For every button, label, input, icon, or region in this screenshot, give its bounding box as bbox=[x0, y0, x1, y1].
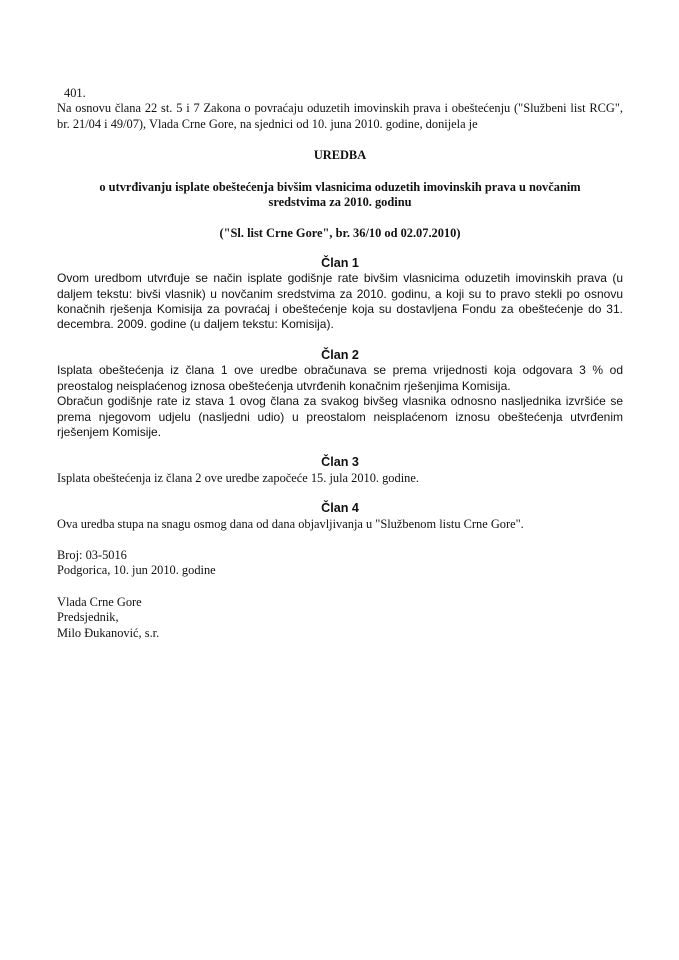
article-heading: Član 1 bbox=[321, 255, 359, 270]
article-paragraph: Ova uredba stupa na snagu osmog dana od dana objavljivanja u "Službenom listu Crne Gore". bbox=[57, 516, 524, 531]
article-heading: Član 3 bbox=[321, 455, 359, 470]
document-subtitle: o utvrđivanju isplate obeštećenja bivšim vlasnicima oduzetih imovinskih prava u novčanim sredstvima za 2010. godinu bbox=[99, 179, 581, 210]
article-paragraph: Isplata obeštećenja iz člana 2 ove uredbe započeće 15. jula 2010. godine. bbox=[57, 470, 419, 485]
signature-name: Milo Đukanović, s.r. bbox=[57, 625, 160, 640]
article-heading: Član 4 bbox=[321, 501, 359, 516]
signature-role: Predsjednik, bbox=[57, 610, 119, 625]
document-title: UREDBA bbox=[313, 148, 367, 163]
signature-body: Vlada Crne Gore bbox=[57, 594, 142, 609]
signature-block bbox=[57, 595, 623, 641]
place-date: Podgorica, 10. jun 2010. godine bbox=[57, 563, 216, 578]
article bbox=[57, 501, 623, 532]
preamble: Na osnovu člana 22 st. 5 i 7 Zakona o povraćaju oduzetih imovinskih prava i obeštećenju ("Službeni list RCG", br. 21/04 i 49/07), Vlada Crne Gore, na sjednici od 10. juna 2010. godine, donijela je bbox=[57, 101, 623, 131]
reference-number: Broj: 03-5016 bbox=[57, 547, 127, 562]
article-paragraph: Ovom uredbom utvrđuje se način isplate godišnje rate bivšim vlasnicima oduzetih imovinskih prava (u daljem tekstu: bivši vlasnik) u novčanim sredstvima za 2010. godinu, a koji su to pravo stekli po osnovu konačnih rješenja Komisija za povraćaj i obeštećenje koja su dostavljena Fondu za obeštećenje do 31. decembra. 2009. godine (u daljem tekstu: Komisija). bbox=[57, 271, 623, 332]
article-paragraph: Isplata obeštećenja iz člana 1 ove uredbe obračunava se prema vrijednosti koja odgovara 3 % od preostalog neisplaćenog iznosa obeštećenja utvrđenih konačnim rješenjima Komisija. bbox=[57, 363, 623, 393]
document-page bbox=[57, 86, 623, 641]
reference-block bbox=[57, 548, 623, 579]
document-number: 401. bbox=[64, 86, 86, 100]
article bbox=[57, 256, 623, 333]
article bbox=[57, 455, 623, 486]
article bbox=[57, 348, 623, 440]
gazette-reference: ("Sl. list Crne Gore", br. 36/10 od 02.07.2010) bbox=[219, 226, 461, 241]
article-heading: Član 2 bbox=[321, 347, 359, 362]
article-paragraph: Obračun godišnje rate iz stava 1 ovog člana za svakog bivšeg vlasnika odnosno nasljednika izvršiće se prema njegovom udjelu (nasljedni udio) u preostalom neisplaćenom iznosu obeštećenja utvrđenim rješenjem Komisije. bbox=[57, 394, 623, 439]
